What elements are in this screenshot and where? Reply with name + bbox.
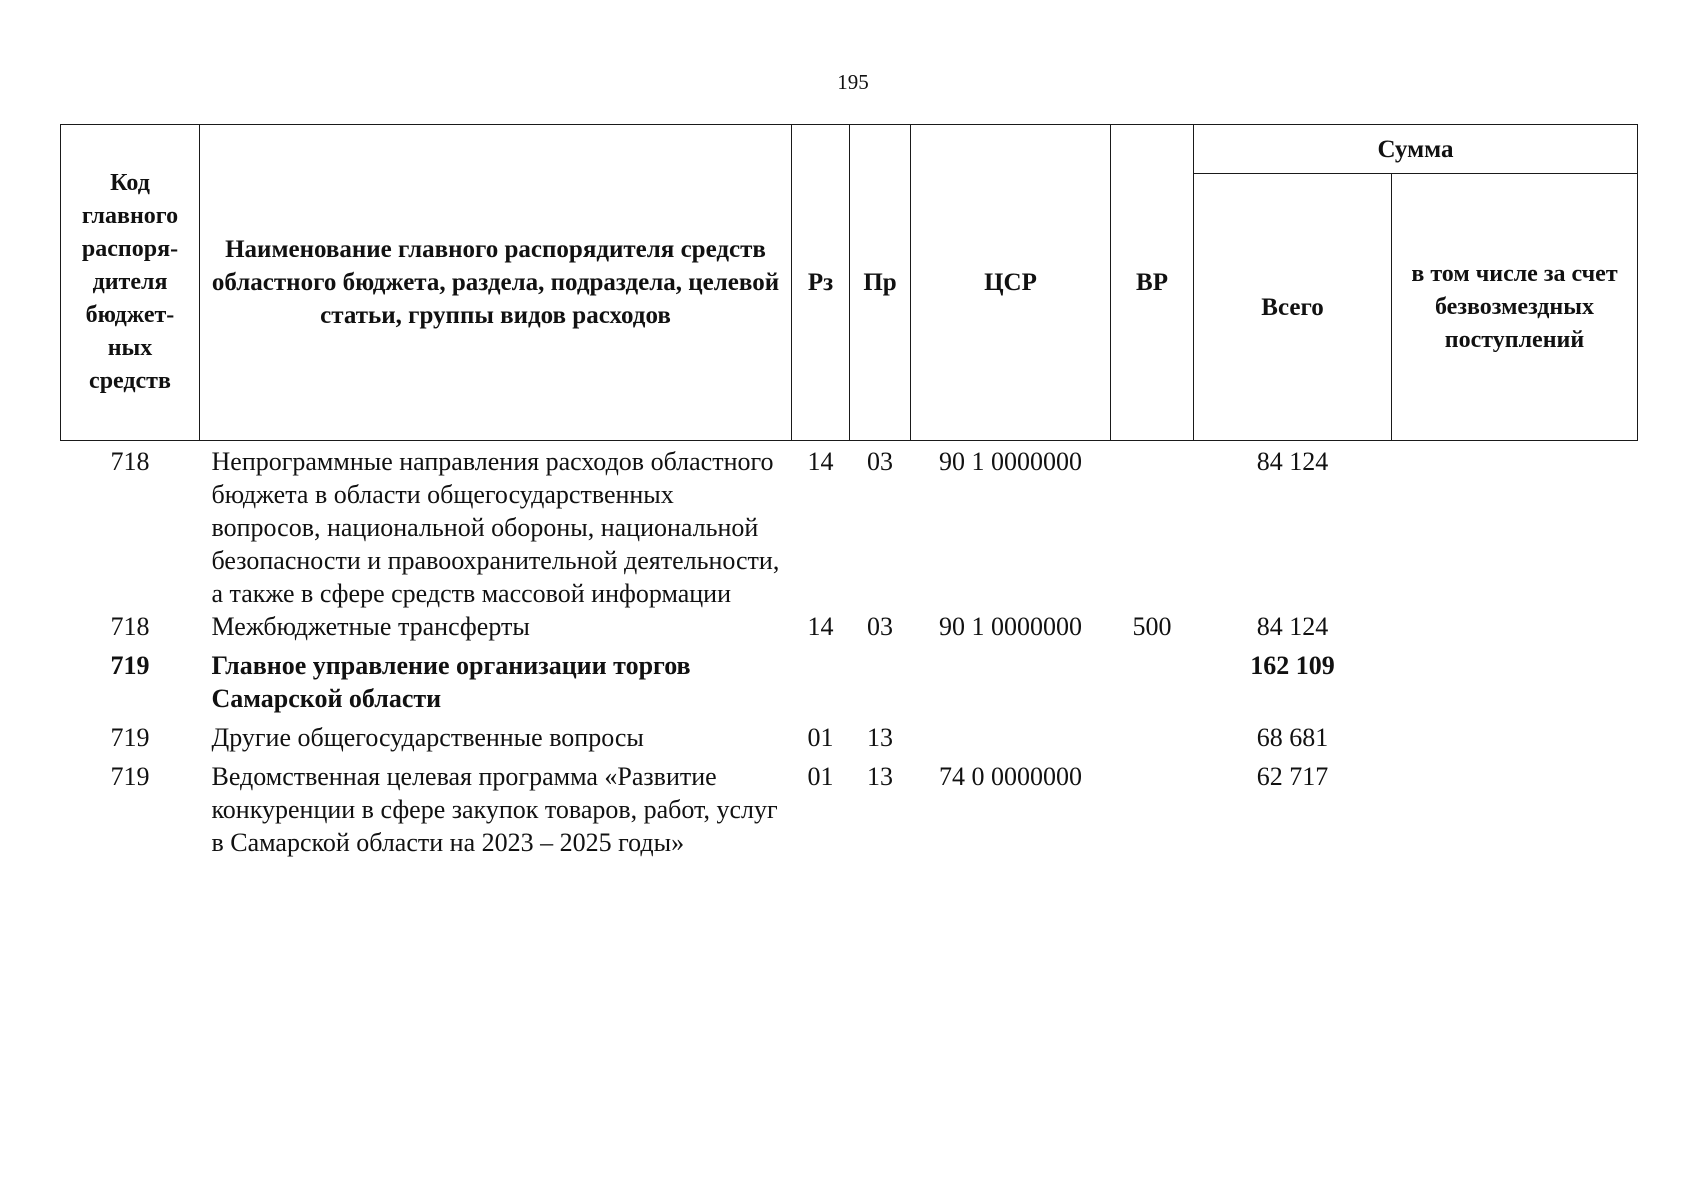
row-pr: 03	[867, 612, 893, 641]
row-csr: 90 1 0000000	[939, 612, 1082, 641]
row-total: 84 124	[1256, 447, 1329, 476]
header-csr: ЦСР	[911, 125, 1111, 441]
table-row	[61, 610, 1638, 649]
row-name: Главное управление организации торгов Самарской области	[211, 651, 691, 713]
row-pr: 03	[867, 447, 893, 476]
row-code: 718	[110, 612, 150, 641]
table-header	[61, 125, 1638, 441]
row-free	[1392, 649, 1638, 721]
row-vr	[1111, 721, 1194, 760]
row-total: 68 681	[1256, 723, 1329, 752]
row-rz: 01	[807, 723, 834, 752]
row-csr	[911, 721, 1111, 760]
row-free	[1392, 610, 1638, 649]
row-total: 62 717	[1256, 762, 1329, 791]
row-pr	[850, 649, 911, 721]
header-free: в том числе за счет безвозмездных поступлений	[1392, 174, 1638, 441]
row-vr	[1111, 441, 1194, 611]
row-csr: 90 1 0000000	[939, 447, 1082, 476]
row-rz: 01	[807, 762, 834, 791]
row-name: Межбюджетные трансферты	[211, 612, 530, 641]
budget-table	[60, 124, 1638, 859]
row-pr: 13	[867, 762, 893, 791]
header-pr: Пр	[850, 125, 911, 441]
row-code: 719	[110, 651, 150, 680]
header-code: Код главного распоря-дителя бюджет-ных средств	[61, 125, 200, 441]
row-vr: 500	[1132, 612, 1172, 641]
page-number: 195	[837, 70, 869, 94]
header-name: Наименование главного распорядителя средств областного бюджета, раздела, подраздела, целевой статьи, группы видов расходов	[200, 125, 792, 441]
header-total: Всего	[1194, 174, 1392, 441]
table-row	[61, 760, 1638, 859]
row-code: 719	[110, 723, 150, 752]
row-csr: 74 0 0000000	[939, 762, 1082, 791]
row-total: 84 124	[1256, 612, 1329, 641]
row-rz: 14	[807, 447, 834, 476]
table-row	[61, 441, 1638, 611]
row-rz	[792, 649, 850, 721]
row-total: 162 109	[1250, 651, 1335, 680]
row-csr	[911, 649, 1111, 721]
row-vr	[1111, 760, 1194, 859]
row-free	[1392, 441, 1638, 611]
header-vr: ВР	[1111, 125, 1194, 441]
row-code: 719	[110, 762, 150, 791]
header-sum: Сумма	[1194, 125, 1638, 174]
row-rz: 14	[807, 612, 834, 641]
header-rz: Рз	[792, 125, 850, 441]
table-row	[61, 649, 1638, 721]
row-free	[1392, 721, 1638, 760]
row-vr	[1111, 649, 1194, 721]
table-body	[61, 441, 1638, 860]
row-pr: 13	[867, 723, 893, 752]
row-code: 718	[110, 447, 150, 476]
row-name: Ведомственная целевая программа «Развитие конкуренции в сфере закупок товаров, работ, услуг в Самарской области на 2023 – 2025 годы»	[211, 762, 778, 857]
row-free	[1392, 760, 1638, 859]
row-name: Непрограммные направления расходов областного бюджета в области общегосударственных вопросов, национальной обороны, национальной безопасности и правоохранительной деятельности, а также в сфере средств массовой информации	[211, 447, 780, 608]
row-name: Другие общегосударственные вопросы	[211, 723, 644, 752]
table-row	[61, 721, 1638, 760]
